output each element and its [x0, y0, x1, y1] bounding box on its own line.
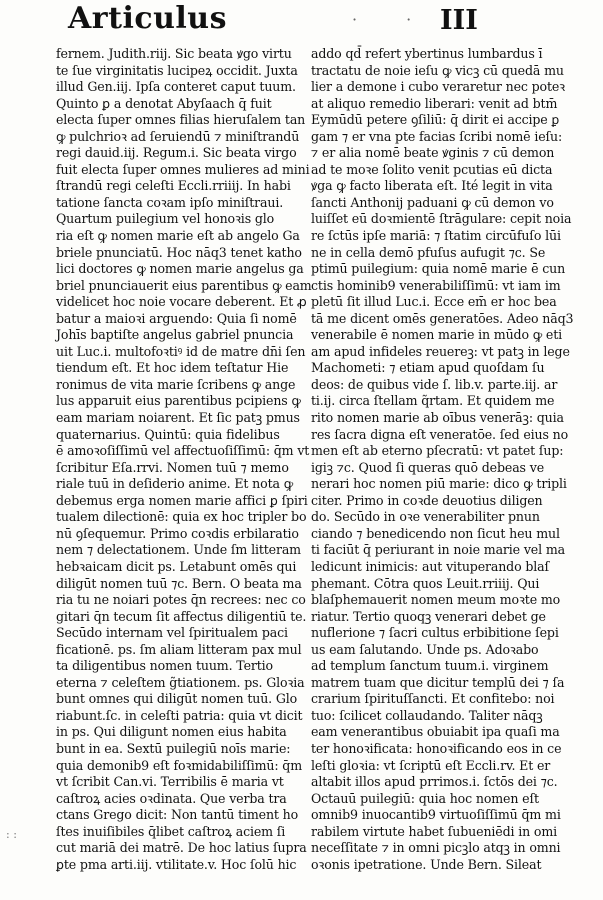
- text-line: te ſue virginitatis lucipeꝝ occidit. Juxta: [56, 62, 298, 78]
- text-line: tatione ſancta coꝛam ipſo miniſtraui.: [56, 194, 284, 210]
- text-line: regi dauid.iij. Regum.i. Sic beata virgo: [56, 145, 297, 161]
- text-line: electa ſuper omnes filias hieruſalem tan: [56, 112, 306, 128]
- text-line: am apud infideles reuereꝫ: vt patꝫ in lege: [311, 343, 570, 359]
- text-line: do. Secūdo in oꝛe venerabiliter pnun: [311, 509, 540, 525]
- text-line: ti.ij. circa ſtellam q̃rtam. Et quidem me: [311, 393, 555, 409]
- text-line: ſancti Anthonij paduani ꝙ cū demon vo: [311, 194, 554, 210]
- text-line: debemus erga nomen marie affici ꝑ ſpiri: [56, 492, 308, 508]
- text-line: ꝙ pulchrioꝛ ad ſeruiendū ⁊ miniſtrandū: [56, 128, 300, 144]
- text-line: Johīs baptiſte angelus gabriel pnuncia: [56, 327, 294, 343]
- header-marks: · ·: [352, 10, 434, 29]
- text-line: venerabile ē nomen marie in mūdo ꝙ eti: [311, 327, 562, 343]
- text-line: ledicunt inimicis: aut vituperando blaſ: [311, 558, 550, 574]
- text-line: nem ⁊ delectationem. Unde ſm litteram: [56, 542, 301, 558]
- text-line: us eam ſalutando. Unde ps. Adoꝛabo: [311, 641, 539, 657]
- text-line: fernem. Judith.riij. Sic beata ꝟgo virtu: [56, 46, 292, 61]
- text-line: Octauū puilegiū: quia hoc nomen eſt: [311, 790, 539, 806]
- text-line: Secūdo internam vel ſpiritualem paci: [56, 625, 288, 641]
- text-line: crarium ſpirituſſancti. Et confitebo: noi: [311, 691, 555, 707]
- text-line: ronimus de vita marie ſcribens ꝙ ange: [56, 376, 296, 392]
- text-line: luiſſet eū doꝛmientē ſtrāgulare: cepit noia: [311, 211, 572, 227]
- text-line: hebꝛaicam dicit ps. Letabunt omēs qui: [56, 558, 297, 574]
- text-line: bunt in ea. Sextū puilegiū noīs marie:: [56, 740, 291, 756]
- text-line: igiꝫ ⁊c. Quod ſi queras quō debeas ve: [311, 459, 544, 475]
- text-line: Eymūdū petere ꝯſiliū: q̄ dirit ei accipe ꝑ: [311, 112, 560, 128]
- text-line: ſtes inuiſibiles q̄libet caſtroꝝ aciem ſi: [56, 823, 286, 839]
- text-line: leſti gloꝛia: vt ſcriptū eſt Eccli.rv. Et er: [311, 757, 551, 773]
- text-line: men eſt ab eterno pſecratū: vt patet ſup:: [311, 443, 564, 459]
- text-line: ria eſt ꝙ nomen marie eſt ab angelo Ga: [56, 228, 300, 244]
- text-line: gitari q̄n tecum ſit affectus diligentiū te.: [56, 608, 307, 624]
- text-line: at aliquo remedio liberari: venit ad btm̄: [311, 95, 558, 111]
- text-line: tractatu de noie ieſu ꝙ vicꝫ cū quedā mu: [311, 62, 564, 78]
- text-line: tiendum eſt. Et hoc idem teſtatur Hie: [56, 360, 289, 376]
- text-line: ficationē. ps. ſm aliam litteram pax mul: [56, 641, 302, 657]
- text-line: Quartum puilegium vel honoꝛis glo: [56, 211, 275, 227]
- text-line: ne in cella demō pfuſus aufugit ⁊c. Se: [311, 244, 546, 260]
- text-line: vt ſcribit Can.vi. Terribilis ē maria vt: [56, 774, 284, 790]
- text-line: deos: de quibus vide ſ. lib.v. parte.iij. ar: [311, 376, 558, 392]
- running-head: Articulus: [68, 1, 228, 36]
- text-line: lici doctores ꝙ nomen marie angelus ga: [56, 261, 304, 277]
- text-line: tā me dicent omēs generatōes. Adeo nāq3: [311, 310, 574, 326]
- text-line: ſcribitur Eſa.rrvi. Nomen tuū ⁊ memo: [56, 459, 289, 475]
- text-line: ꝟga ꝙ facto liberata eſt. Ité legit in vita: [311, 178, 553, 194]
- text-line: briel pnunciauerit eius parentibus ꝙ eam: [56, 277, 312, 293]
- text-line: fuit electa ſuper omnes mulieres ad mini: [56, 161, 310, 177]
- text-line: diligūt nomen tuū ⁊c. Bern. O beata ma: [56, 575, 302, 591]
- text-line: ⁊ er alia nomē beate ꝟginis ⁊ cū demon: [311, 145, 555, 161]
- text-line: quia demonib9 eſt foꝛmidabiliſſimū: q̄m: [56, 757, 302, 773]
- text-line: nū ꝯſequemur. Primo coꝛdis erbilaratio: [56, 525, 299, 541]
- text-line: ad te moꝛe ſolito venit pcutias eū dicta: [311, 161, 553, 177]
- text-line: bunt omnes qui diligūt nomen tuū. Glo: [56, 691, 298, 707]
- text-line: ad templum ſanctum tuum.i. virginem: [311, 658, 549, 674]
- text-line: cut mariā dei matrē. De hoc latius ſupra: [56, 840, 307, 856]
- text-line: lier a demone i cubo veraretur nec poteꝛ: [311, 79, 566, 95]
- text-line: ꝑte pma arti.iij. vtilitate.v. Hoc ſolū hic: [56, 856, 297, 872]
- text-line: quaternarius. Quintū: quia fidelibus: [56, 426, 280, 442]
- text-line: citer. Primo in coꝛde deuotius diligen: [311, 492, 543, 508]
- text-line: in ps. Qui diligunt nomen eius habita: [56, 724, 287, 740]
- text-line: rito nomen marie ab oībus venerāꝫ: quia: [311, 410, 564, 426]
- text-line: rabilem virtute habet ſubueniēdi in omi: [311, 823, 558, 839]
- text-line: neceſſitate ⁊ in omni picꝫlo atqꝫ in omni: [311, 840, 561, 856]
- folio-number: III: [440, 5, 478, 36]
- text-line: ctis hominib9 venerabiliſſimū: vt iam im: [311, 277, 561, 293]
- text-line: ē amoꝛoſiſſimū vel affectuoſiſſimū: q̄m vt: [56, 443, 310, 459]
- text-line: riabunt.ſc. in celeſti patria: quia vt dicit: [56, 707, 303, 723]
- text-line: res ſacra digna eſt veneratōe. ſed eius no: [311, 426, 569, 442]
- text-line: eam mariam noiarent. Et ſic patꝫ pmus: [56, 410, 300, 426]
- text-line: pletū ſit illud Luc.i. Ecce em̄ er hoc bea: [311, 294, 557, 310]
- text-line: phemant. Cōtra quos Leuit.rriiij. Qui: [311, 575, 540, 591]
- text-line: matrem tuam que dicitur templū dei ⁊ ſa: [311, 674, 565, 690]
- text-line: riale tuū in deſiderio anime. Et nota ꝙ: [56, 476, 293, 492]
- text-line: omnib9 inuocantib9 virtuoſiſſimū q̄m mi: [311, 807, 561, 823]
- text-line: ctans Grego dicit: Non tantū timent ho: [56, 807, 299, 823]
- text-line: uit Luc.i. multofoꝛtiꝰ id de matre dn̄i ſen: [56, 343, 306, 359]
- text-line: eterna ⁊ celeſtem g̃tiationem. ps. Gloꝛia: [56, 674, 305, 690]
- text-line: nerari hoc nomen piū marie: dico ꝙ tripli: [311, 476, 567, 492]
- text-line: nuflerione ⁊ ſacri cultus erbibitione ſepi: [311, 625, 559, 641]
- left-column: [56, 46, 312, 873]
- page-header: [0, 0, 603, 44]
- text-line: addo qd̄ refert ybertinus lumbardus ī: [311, 46, 543, 61]
- text-line: tualem dilectionē: quia ex hoc tripler bo: [56, 509, 307, 525]
- text-line: ria tu ne noiari potes q̄n recrees: nec co: [56, 592, 306, 608]
- text-line: ptimū puilegium: quia nomē marie ē cun: [311, 261, 566, 277]
- text-line: illud Gen.iij. Ipſa conteret caput tuum.: [56, 79, 296, 95]
- text-line: riatur. Tertio quoqꝫ venerari debet ge: [311, 608, 546, 624]
- text-line: ciando ⁊ benedicendo non ſicut heu mul: [311, 525, 560, 541]
- text-line: altabit illos apud prrimos.i. ſctōs dei ⁊c.: [311, 774, 558, 790]
- text-line: Quinto ꝑ a denotat Abyſaach q̄ fuit: [56, 95, 272, 111]
- text-line: ter honoꝛificata: honoꝛificando eos in ce: [311, 740, 562, 756]
- text-line: batur a maioꝛi arguendo: Quia ſi nomē: [56, 310, 297, 326]
- text-line: eam venerantibus obuiabit ipa quaſi ma: [311, 724, 560, 740]
- text-line: ti faciūt q̄ periurant in noie marie vel ma: [311, 542, 565, 558]
- text-line: oꝛonis ipetratione. Unde Bern. Sileat: [311, 856, 542, 872]
- text-line: Machometi: ⁊ etiam apud quoſdam ſu: [311, 360, 545, 376]
- text-line: ta diligentibus nomen tuum. Tertio: [56, 658, 273, 674]
- text-line: re ſctūs ipſe mariā: ⁊ ſtatim circūfuſo lūi: [311, 228, 561, 244]
- margin-marks: : :: [6, 828, 17, 841]
- text-line: ſtrandū regi celeſti Eccli.rriiij. In habi: [56, 178, 291, 194]
- text-line: briele pnunciatū. Hoc nāq3 tenet katho: [56, 244, 302, 260]
- text-line: blaſphemauerit nomen meum moꝛte mo: [311, 592, 561, 608]
- text-line: lus apparuit eius parentibus pcipiens ꝙ: [56, 393, 301, 409]
- right-column: [311, 46, 581, 873]
- text-line: gam ⁊ er vna pte facias ſcribi nomē ieſu:: [311, 128, 563, 144]
- text-line: tuo: ſcilicet collaudando. Taliter nāqꝫ: [311, 707, 543, 723]
- text-line: caſtroꝝ acies oꝛdinata. Que verba tra: [56, 790, 287, 806]
- text-line: videlicet hoc noie vocare deberent. Et ꝓ: [56, 294, 307, 310]
